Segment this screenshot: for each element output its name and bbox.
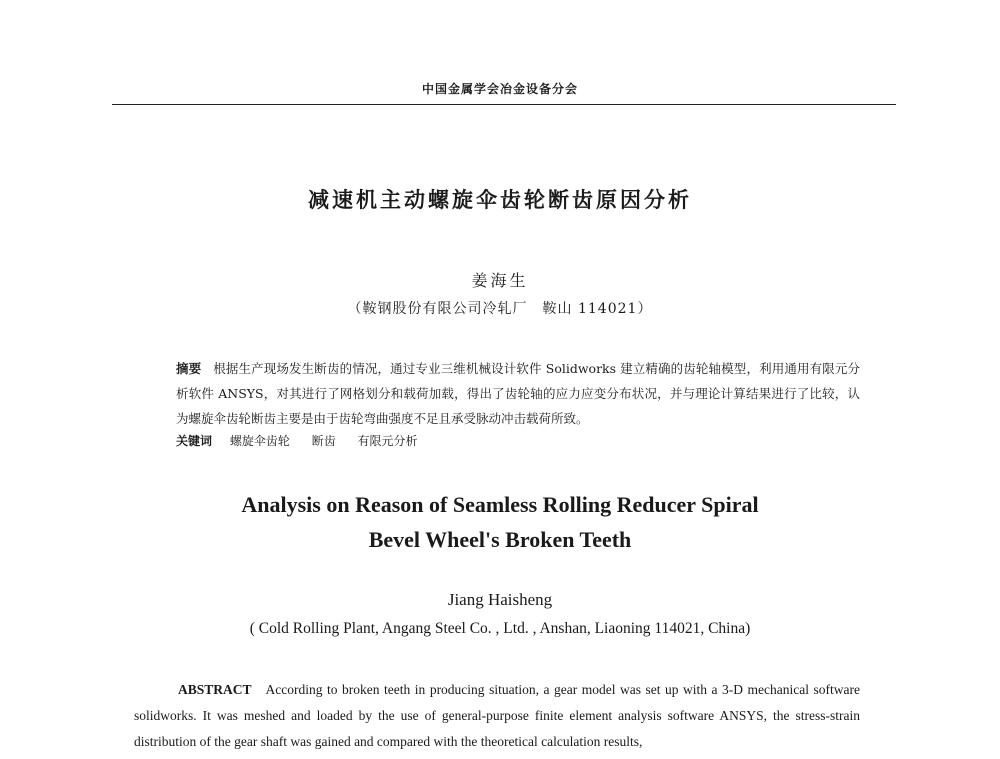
chinese-affiliation: （鞍钢股份有限公司冷轧厂 鞍山 114021）: [347, 301, 653, 317]
chinese-title: 减速机主动螺旋伞齿轮断齿原因分析: [308, 188, 692, 212]
english-abstract: [134, 677, 860, 755]
english-title: [0, 487, 1000, 557]
chinese-abstract-text: 根据生产现场发生断齿的情况，通过专业三维机械设计软件 Solidworks 建立精确的齿轮轴模型，利用通用有限元分析软件 ANSYS，对其进行了网格划分和载荷加载，得出了齿轮轴的应力应变分布状况，并与理论计算结果进行了比较，认为螺旋伞齿轮断齿主要是由于齿轮弯曲强度不足且承受脉动冲击载荷所致。: [176, 361, 860, 426]
english-abstract-label: ABSTRACT: [178, 682, 252, 697]
chinese-keywords: [176, 432, 860, 449]
keyword: 断齿: [311, 434, 336, 448]
english-title-line-2: Bevel Wheel's Broken Teeth: [368, 527, 632, 552]
english-abstract-text: According to broken teeth in producing situation, a gear model was set up with a 3-D mechanical software solidworks. It was meshed and loaded by the use of general-purpose finite element analysis software ANSYS, the stress-strain distribution of the gear shaft was gained and compared with the theoretical calculation results,: [134, 682, 860, 749]
chinese-author: 姜海生: [471, 271, 529, 290]
chinese-abstract: [176, 356, 860, 431]
chinese-keywords-label: 关键词: [176, 434, 213, 448]
header-rule: [112, 104, 896, 105]
keyword: 螺旋伞齿轮: [229, 434, 290, 448]
chinese-abstract-label: 摘要: [176, 361, 202, 376]
english-author: Jiang Haisheng: [447, 590, 553, 609]
journal-header: 中国金属学会冶金设备分会: [421, 82, 578, 96]
english-title-line-1: Analysis on Reason of Seamless Rolling Reducer Spiral: [241, 492, 759, 517]
english-affiliation: ( Cold Rolling Plant, Angang Steel Co. , Ltd. , Anshan, Liaoning 114021, China): [249, 620, 751, 637]
keyword: 有限元分析: [357, 434, 418, 448]
